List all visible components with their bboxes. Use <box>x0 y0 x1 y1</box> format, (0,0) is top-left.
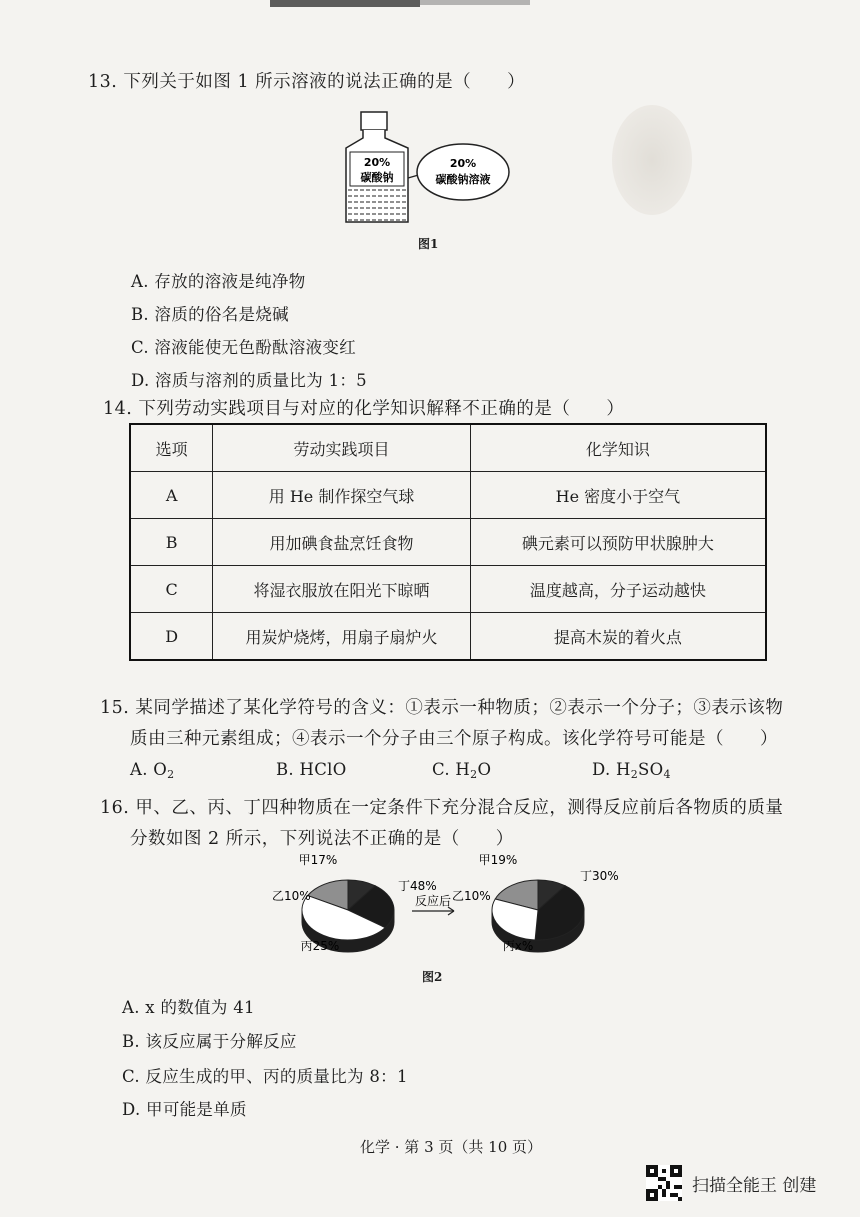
arrow-after-reaction <box>412 893 454 915</box>
q15-option-d-sub: 2 <box>630 768 639 781</box>
row-practice: 用炭炉烧烤，用扇子扇炉火 <box>213 613 471 661</box>
table-row <box>130 519 766 566</box>
q15-option-c <box>432 760 491 781</box>
row-letter: B <box>130 519 213 566</box>
header-option: 选项 <box>130 424 213 472</box>
speech-bubble <box>417 144 509 200</box>
header-knowledge: 化学知识 <box>470 424 766 472</box>
arrow-label: 反应后 <box>414 894 452 908</box>
pie-label-甲: 甲19% <box>478 853 518 867</box>
row-knowledge: 提高木炭的着火点 <box>470 613 766 661</box>
header-practice: 劳动实践项目 <box>213 424 471 472</box>
q13-option-c: C. 溶液能使无色酚酞溶液变红 <box>131 338 357 357</box>
figure-2-caption: 图2 <box>422 970 443 984</box>
pie-label-丁: 丁30% <box>580 869 619 883</box>
table-row <box>130 566 766 613</box>
row-practice: 用 He 制作探空气球 <box>213 472 471 519</box>
qr-code-icon <box>646 1165 682 1201</box>
q15-option-c-rest: O <box>477 760 492 779</box>
q14-table <box>129 423 767 661</box>
q15-option-d-sub2: 4 <box>663 768 671 781</box>
q15-option-d-rest: SO <box>638 760 664 779</box>
pie-label-乙: 乙10% <box>272 889 311 903</box>
bottle-label-line2: 碳酸钠 <box>360 171 394 184</box>
figure-2-pies <box>272 850 619 960</box>
figure-1-bottle <box>338 110 518 225</box>
pie-label-丙: 丙25% <box>300 939 340 953</box>
watermark-text: 扫描全能王 创建 <box>692 1175 817 1196</box>
q15-option-b <box>276 760 347 779</box>
table-row <box>130 613 766 661</box>
q16-line1: 16. 甲、乙、丙、丁四种物质在一定条件下充分混合反应，测得反应前后各物质的质量 <box>100 798 784 818</box>
q16-option-a: A. x 的数值为 41 <box>122 998 255 1017</box>
bottle-label-line1: 20% <box>363 156 391 169</box>
row-letter: D <box>130 613 213 661</box>
scan-edge-dark <box>270 0 420 7</box>
row-knowledge: 温度越高，分子运动越快 <box>470 566 766 613</box>
q15-option-c-sub: 2 <box>470 768 478 781</box>
q13-option-b: B. 溶质的俗名是烧碱 <box>131 305 289 324</box>
pie-label-丁: 丁48% <box>398 879 437 893</box>
pie-label-乙: 乙10% <box>452 889 491 903</box>
camscanner-watermark <box>646 1165 816 1201</box>
scan-edge-light <box>420 0 530 5</box>
q15-option-c-text: C. H <box>432 760 471 779</box>
q15-option-d-text: D. H <box>592 760 631 779</box>
q16-option-b: B. 该反应属于分解反应 <box>122 1032 297 1051</box>
row-practice: 用加碘食盐烹饪食物 <box>213 519 471 566</box>
q15-option-b-text: B. HClO <box>276 760 347 779</box>
row-letter: C <box>130 566 213 613</box>
bleed-through-text <box>600 260 615 281</box>
pie-label-丙: 丙x% <box>502 939 534 953</box>
pie-after <box>452 853 619 953</box>
q15-option-a-text: A. O <box>130 760 168 779</box>
q15-line1: 15. 某同学描述了某化学符号的含义：①表示一种物质；②表示一个分子；③表示该物 <box>100 698 784 718</box>
q14-stem: 14. 下列劳动实践项目与对应的化学知识解释不正确的是（ ） <box>103 399 625 419</box>
row-practice: 将湿衣服放在阳光下晾晒 <box>213 566 471 613</box>
figure-1-caption: 图1 <box>418 237 439 251</box>
bubble-label-line1: 20% <box>449 157 477 170</box>
pie-before <box>272 853 437 953</box>
pie-label-甲: 甲17% <box>298 853 338 867</box>
q15-option-d <box>592 760 671 781</box>
q16-option-c: C. 反应生成的甲、丙的质量比为 8：1 <box>122 1067 408 1086</box>
bubble-label-line2: 碳酸钠溶液 <box>435 173 491 186</box>
q15-option-a-sub: 2 <box>167 768 175 781</box>
bleed-through-portrait <box>612 105 692 215</box>
row-knowledge: He 密度小于空气 <box>470 472 766 519</box>
q13-stem: 13. 下列关于如图 1 所示溶液的说法正确的是（ ） <box>88 72 526 92</box>
q16-option-d: D. 甲可能是单质 <box>122 1100 247 1119</box>
row-letter: A <box>130 472 213 519</box>
q15-option-a <box>130 760 174 781</box>
bottle-cap <box>361 112 387 130</box>
page-footer: 化学 · 第 3 页（共 10 页） <box>360 1138 543 1156</box>
q13-option-d: D. 溶质与溶剂的质量比为 1：5 <box>131 371 367 390</box>
q13-option-a: A. 存放的溶液是纯净物 <box>131 272 306 291</box>
row-knowledge: 碘元素可以预防甲状腺肿大 <box>470 519 766 566</box>
q16-line2: 分数如图 2 所示，下列说法不正确的是（ ） <box>130 829 514 849</box>
table-row <box>130 472 766 519</box>
q15-line2: 质由三种元素组成；④表示一个分子由三个原子构成。该化学符号可能是（ ） <box>130 729 778 749</box>
table-header-row <box>130 424 766 472</box>
